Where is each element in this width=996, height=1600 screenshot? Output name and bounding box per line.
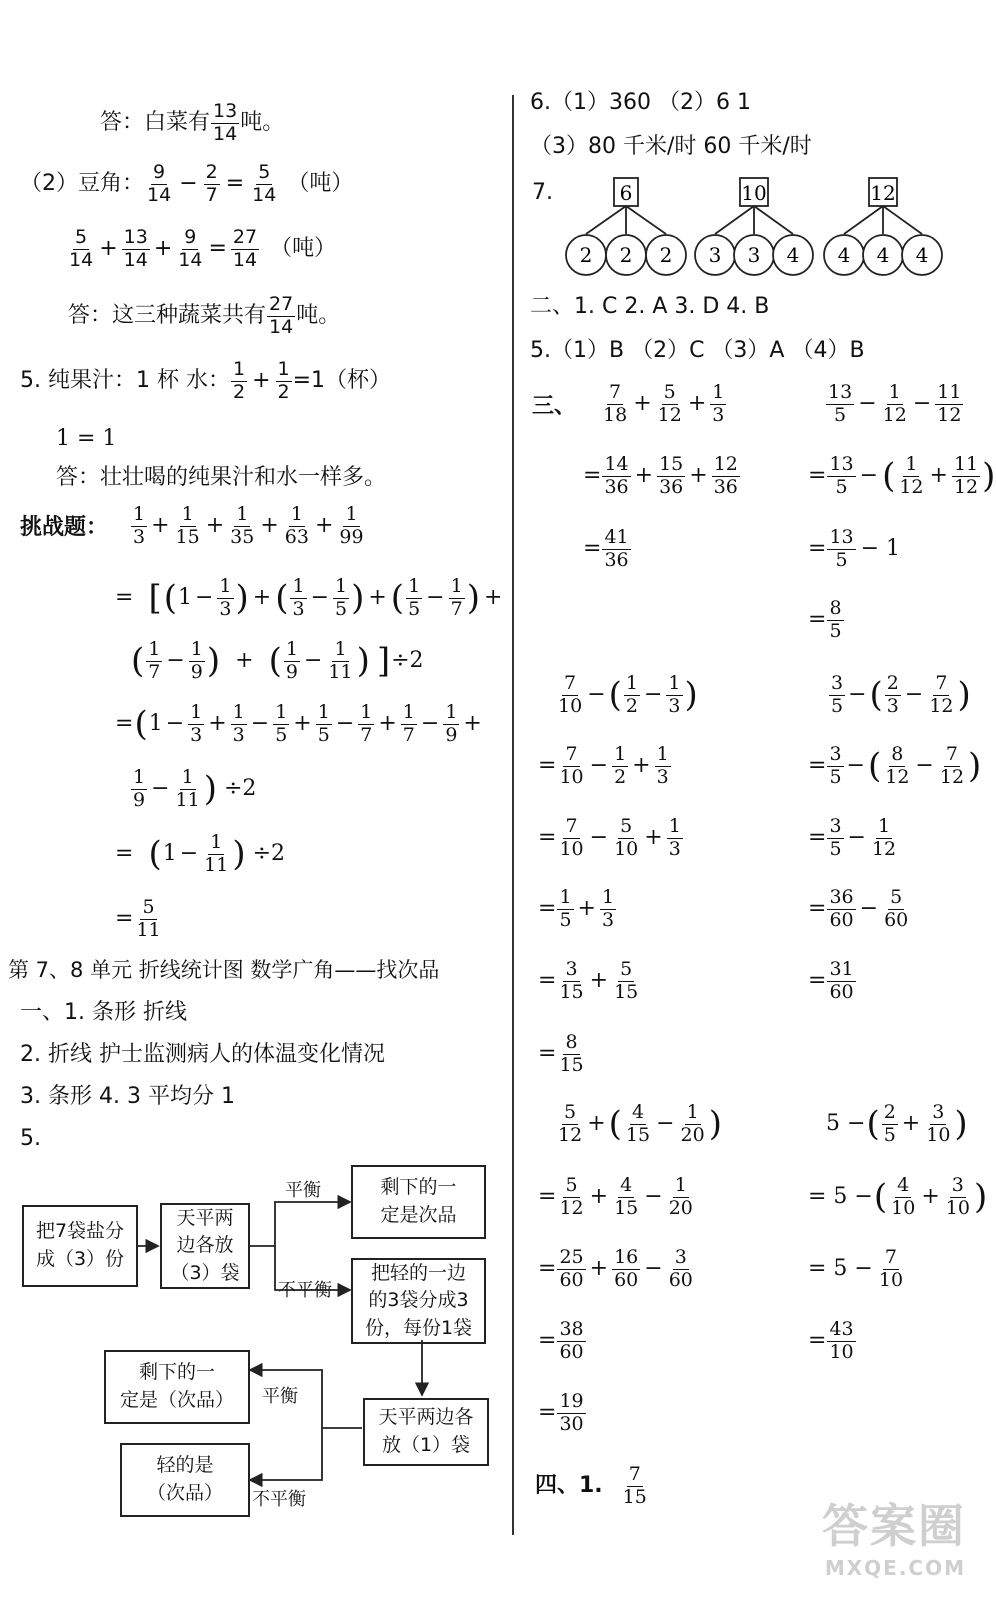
label-unbalance-1: 不平衡 [278, 1280, 332, 1301]
calc-c2: = $\frac{7}{10}$ − $\frac{1}{2}$ + $\frac{1}{3}$ [538, 743, 669, 788]
q7-label: 7. [532, 180, 553, 205]
challenge-row3: = ( 1 − $\frac{1}{3}$ + $\frac{1}{3}$ − $\frac{1}{5}$ + $\frac{1}{5}$ − $\frac{1}{7}$ + $\frac{1}{7}$ − $\frac{1}{9}$ + [115, 701, 482, 746]
sec4-line: 四、1. $\frac{7}{15}$ [535, 1463, 647, 1508]
calc-b2: = $\frac{13}{5}$ − ( $\frac{1}{12}$ + $\frac{11}{12}$ ) [808, 453, 996, 498]
answer-q5: 答：壮壮喝的纯果汁和水一样多。 [56, 465, 387, 490]
unit-q2: 2. 折线 护士监测病人的体温变化情况 [20, 1042, 385, 1067]
sec2-line2: 5.（1）B （2）C （3）A （4）B [530, 338, 865, 363]
challenge-row5: = ( 1 − $\frac{1}{11}$ ) ÷2 [115, 831, 286, 876]
label-balance-2: 平衡 [262, 1386, 298, 1407]
q6-line2: （3）80 千米/时 60 千米/时 [530, 134, 812, 159]
svg-text:10: 10 [741, 181, 767, 205]
calc-e4: = $\frac{38}{60}$ [538, 1318, 584, 1363]
label-balance-1: 平衡 [285, 1180, 321, 1201]
svg-text:2: 2 [579, 243, 593, 267]
q6-line1: 6.（1）360 （2）6 1 [530, 90, 751, 115]
unit-q5: 5. [20, 1126, 41, 1151]
calc-e3: = $\frac{25}{60}$ + $\frac{16}{60}$ − $\frac{3}{60}$ [538, 1246, 693, 1291]
calc-a3: = $\frac{41}{36}$ [583, 526, 629, 571]
unit-q3: 3. 条形 4. 3 平均分 1 [20, 1084, 235, 1109]
svg-text:6: 6 [619, 181, 633, 205]
calc-e2: = $\frac{5}{12}$ + $\frac{4}{15}$ − $\frac{1}{20}$ [538, 1174, 693, 1219]
svg-text:3: 3 [747, 243, 761, 267]
q7-trees [560, 172, 960, 282]
challenge-row4: $\frac{1}{9}$ − $\frac{1}{11}$ ) ÷2 [133, 766, 257, 811]
flow-box-defect-remaining: 剩下的一 定是（次品） [104, 1350, 250, 1424]
calc-a1: $\frac{7}{18}$ + $\frac{5}{12}$ + $\frac{1}{3}$ [603, 381, 725, 426]
watermark-logo: 答案圈 MXQE.COM [822, 1499, 966, 1580]
svg-text:12: 12 [870, 181, 896, 205]
svg-text:4: 4 [786, 243, 800, 267]
calc-a2: = $\frac{14}{36}$ + $\frac{15}{36}$ + $\frac{12}{36}$ [583, 453, 738, 498]
challenge-expression: $\frac{1}{3}$ + $\frac{1}{15}$ + $\frac{1}{35}$ + $\frac{1}{63}$ + $\frac{1}{99}$ [133, 503, 364, 548]
answer-cabbage [100, 102, 284, 145]
answer-vegetables: 答：这三种蔬菜共有 $\frac{27}{14}$ 吨。 [68, 293, 341, 338]
calc-b1: $\frac{13}{5}$ − $\frac{1}{12}$ − $\frac{11}{12}$ [828, 381, 962, 426]
calc-d1: $\frac{3}{5}$ − ( $\frac{2}{3}$ − $\frac{7}{12}$ ) [831, 672, 971, 717]
text: 答：白菜有 [100, 110, 211, 136]
column-divider [512, 95, 514, 1535]
svg-text:4: 4 [876, 243, 890, 267]
q5-eq: 1 = 1 [56, 426, 117, 451]
calc-b3: = $\frac{13}{5}$ − 1 [808, 526, 901, 571]
unit-q1: 一、1. 条形 折线 [20, 1000, 187, 1025]
svg-text:2: 2 [619, 243, 633, 267]
flow-box-weigh3: 天平两 边各放 （3）袋 [160, 1203, 250, 1289]
calc-f3: = 5 − $\frac{7}{10}$ [808, 1246, 904, 1291]
calc-d4: = $\frac{36}{60}$ − $\frac{5}{60}$ [808, 886, 909, 931]
flow-box-split: 把7袋盐分 成（3）份 [22, 1205, 138, 1287]
calc-c4: = $\frac{1}{5}$ + $\frac{1}{3}$ [538, 886, 615, 931]
tree-2 [695, 178, 813, 275]
sec2-line1: 二、1. C 2. A 3. D 4. B [530, 294, 770, 319]
flow-box-split-light: 把轻的一边 的3袋分成3 份，每份1袋 [351, 1258, 486, 1344]
challenge-row1: = [ ( 1 − $\frac{1}{3}$ ) + ( $\frac{1}{3}$ − $\frac{1}{5}$ ) + ( $\frac{1}{5}$ − $\frac{1}{7}$ ) + [115, 575, 503, 620]
calc-b4: = $\frac{8}{5}$ [808, 597, 842, 642]
svg-text:3: 3 [708, 243, 722, 267]
challenge-label: 挑战题： [20, 515, 109, 540]
unit-title: 第 7、8 单元 折线统计图 数学广角——找次品 [8, 958, 440, 982]
svg-text:4: 4 [837, 243, 851, 267]
tree-3 [824, 178, 942, 275]
flow-box-weigh1: 天平两边各 放（1）袋 [363, 1398, 489, 1466]
label-unbalance-2: 不平衡 [252, 1489, 306, 1510]
calc-e5: = $\frac{19}{30}$ [538, 1390, 584, 1435]
q2-bean-line: （2）豆角： $\frac{9}{14}$ − $\frac{2}{7}$ = $\frac{5}{14}$ （吨） [20, 161, 354, 206]
calc-f1: 5 − ( $\frac{2}{5}$ + $\frac{3}{10}$ ) [826, 1101, 968, 1146]
q2-sum-line: $\frac{5}{14}$ + $\frac{13}{14}$ + $\frac{9}{14}$ = $\frac{27}{14}$ （吨） [69, 226, 337, 271]
text: 吨。 [240, 110, 285, 136]
calc-d5: = $\frac{31}{60}$ [808, 958, 854, 1003]
calc-c3: = $\frac{7}{10}$ − $\frac{5}{10}$ + $\frac{1}{3}$ [538, 815, 681, 860]
calc-c5: = $\frac{3}{15}$ + $\frac{5}{15}$ [538, 958, 639, 1003]
flow-box-defect-light: 轻的是 （次品） [120, 1443, 250, 1517]
calc-d3: = $\frac{3}{5}$ − $\frac{1}{12}$ [808, 815, 897, 860]
calc-f2: = 5 − ( $\frac{4}{10}$ + $\frac{3}{10}$ ) [808, 1174, 988, 1219]
fraction: $\frac{13}{14}$ [213, 100, 238, 145]
sec3-label: 三、 [532, 394, 577, 419]
flow-box-remaining: 剩下的一 定是次品 [351, 1165, 486, 1239]
calc-c1: $\frac{7}{10}$ − ( $\frac{1}{2}$ − $\frac{1}{3}$ ) [558, 672, 698, 717]
q5-line: 5. 纯果汁：1 杯 水： $\frac{1}{2}$ + $\frac{1}{2}$ =1（杯） [20, 358, 392, 403]
calc-c6: = $\frac{8}{15}$ [538, 1031, 584, 1076]
svg-text:2: 2 [659, 243, 673, 267]
calc-e1: $\frac{5}{12}$ + ( $\frac{4}{15}$ − $\frac{1}{20}$ ) [558, 1101, 722, 1146]
challenge-row2: ( $\frac{1}{7}$ − $\frac{1}{9}$ ) + ( $\frac{1}{9}$ − $\frac{1}{11}$ ) ] ÷2 [131, 638, 424, 683]
calc-f4: = $\frac{43}{10}$ [808, 1318, 854, 1363]
svg-text:4: 4 [915, 243, 929, 267]
challenge-result: = $\frac{5}{11}$ [115, 896, 161, 941]
calc-d2: = $\frac{3}{5}$ − ( $\frac{8}{12}$ − $\frac{7}{12}$ ) [808, 743, 982, 788]
tree-1 [566, 178, 686, 275]
